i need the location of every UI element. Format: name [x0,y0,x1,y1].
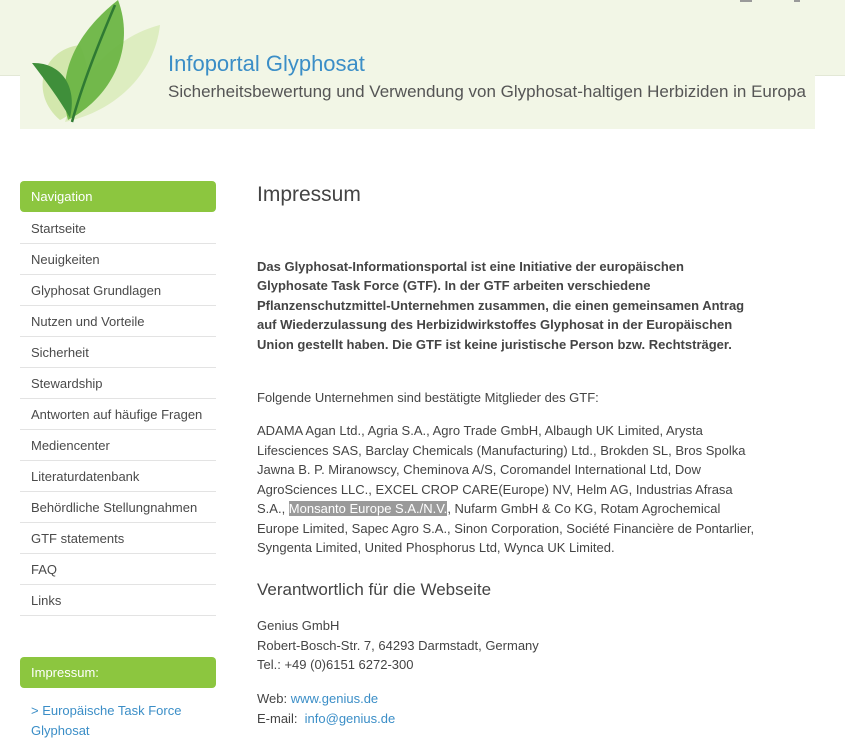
web-link[interactable]: www.genius.de [290,691,379,706]
sidebar-item-antworten[interactable]: Antworten auf häufige Fragen [20,399,216,430]
sidebar-item-nutzen-und-vorteile[interactable]: Nutzen und Vorteile [20,306,216,337]
sidebar-item-links[interactable]: Links [20,585,216,616]
navigation-heading: Navigation [20,181,216,212]
gtf-link[interactable]: > Europäische Task Force Glyphosat [31,703,182,738]
web-label: Web: [257,691,291,706]
selected-text-highlight: Monsanto Europe S.A./N.V. [288,501,448,516]
members-text-before: ADAMA Agan Ltd., Agria S.A., Agro Trade GmbH, Albaugh UK Limited, Arysta Lifesciences SAS, Barclay Chemicals (Manufacturing) Ltd., Brokden SL, Bros Spolka Jawna B. P. Miranowscy, Cheminova A/S, Coromandel International Ltd, Dow AgroSciences LLC., EXCEL CROP CARE(Europe) NV, Helm AG, Industrias Afrasa S.A., [257,423,746,516]
sidebar-item-faq[interactable]: FAQ [20,554,216,585]
sidebar-item-behoerdliche-stellungnahmen[interactable]: Behördliche Stellungnahmen [20,492,216,523]
company-address: Robert-Bosch-Str. 7, 64293 Darmstadt, Germany [257,637,539,653]
email-link[interactable]: info@genius.de [304,710,396,726]
sidebar-item-literaturdatenbank[interactable]: Literaturdatenbank [20,461,216,492]
sidebar-item-sicherheit[interactable]: Sicherheit [20,337,216,368]
intro-text: Das Glyphosat-Informationsportal ist eine Initiative der europäischen Glyphosate Task Force (GTF). In der GTF arbeiten verschiedene Pflanzenschutzmittel-Unternehmen zusammen, die einen gemeinsamen Antrag auf Wiederzulassung des Herbizidwirkstoffes Glyphosat in der Europäischen Union gestellt haben. Die GTF ist keine juristische Person bzw. Rechtsträger. [257,259,745,352]
sidebar-nav [20,213,216,616]
sidebar-item-neuigkeiten[interactable]: Neuigkeiten [20,244,216,275]
members-intro: Folgende Unternehmen sind bestätigte Mitglieder des GTF: [257,390,599,405]
sidebar-item-glyphosat-grundlagen[interactable]: Glyphosat Grundlagen [20,275,216,306]
members-text-after: , Nufarm GmbH & Co KG, Rotam Agrochemical Europe Limited, Sapec Agro S.A., Sinon Corporation, Société Financière de Pontarlier, Syngenta Limited, United Phosphorus Ltd, Wynca UK Limited. [257,501,755,555]
top-toolbar [740,0,810,4]
top-toolbar-icon[interactable] [740,0,752,2]
sidebar-item-mediencenter[interactable]: Mediencenter [20,430,216,461]
responsible-title: Verantwortlich für die Webseite [257,580,492,599]
sidebar-item-stewardship[interactable]: Stewardship [20,368,216,399]
impressum-heading: Impressum: [20,657,216,688]
site-title[interactable]: Infoportal Glyphosat [168,51,365,76]
web-contact [257,689,752,728]
leaf-logo-icon[interactable] [20,0,170,128]
company-phone: Tel.: +49 (0)6151 6272-300 [257,657,414,672]
email-label: E-mail: [257,710,305,726]
top-toolbar-icon[interactable] [794,0,800,2]
contact-block [257,616,752,675]
site-subtitle: Sicherheitsbewertung und Verwendung von Glyphosat-haltigen Herbiziden in Europa [168,82,806,101]
sidebar-item-gtf-statements[interactable]: GTF statements [20,523,216,554]
company-name: Genius GmbH [257,618,340,633]
members-list [257,421,757,558]
page-title: Impressum [257,183,361,206]
sidebar-item-startseite[interactable]: Startseite [20,213,216,244]
